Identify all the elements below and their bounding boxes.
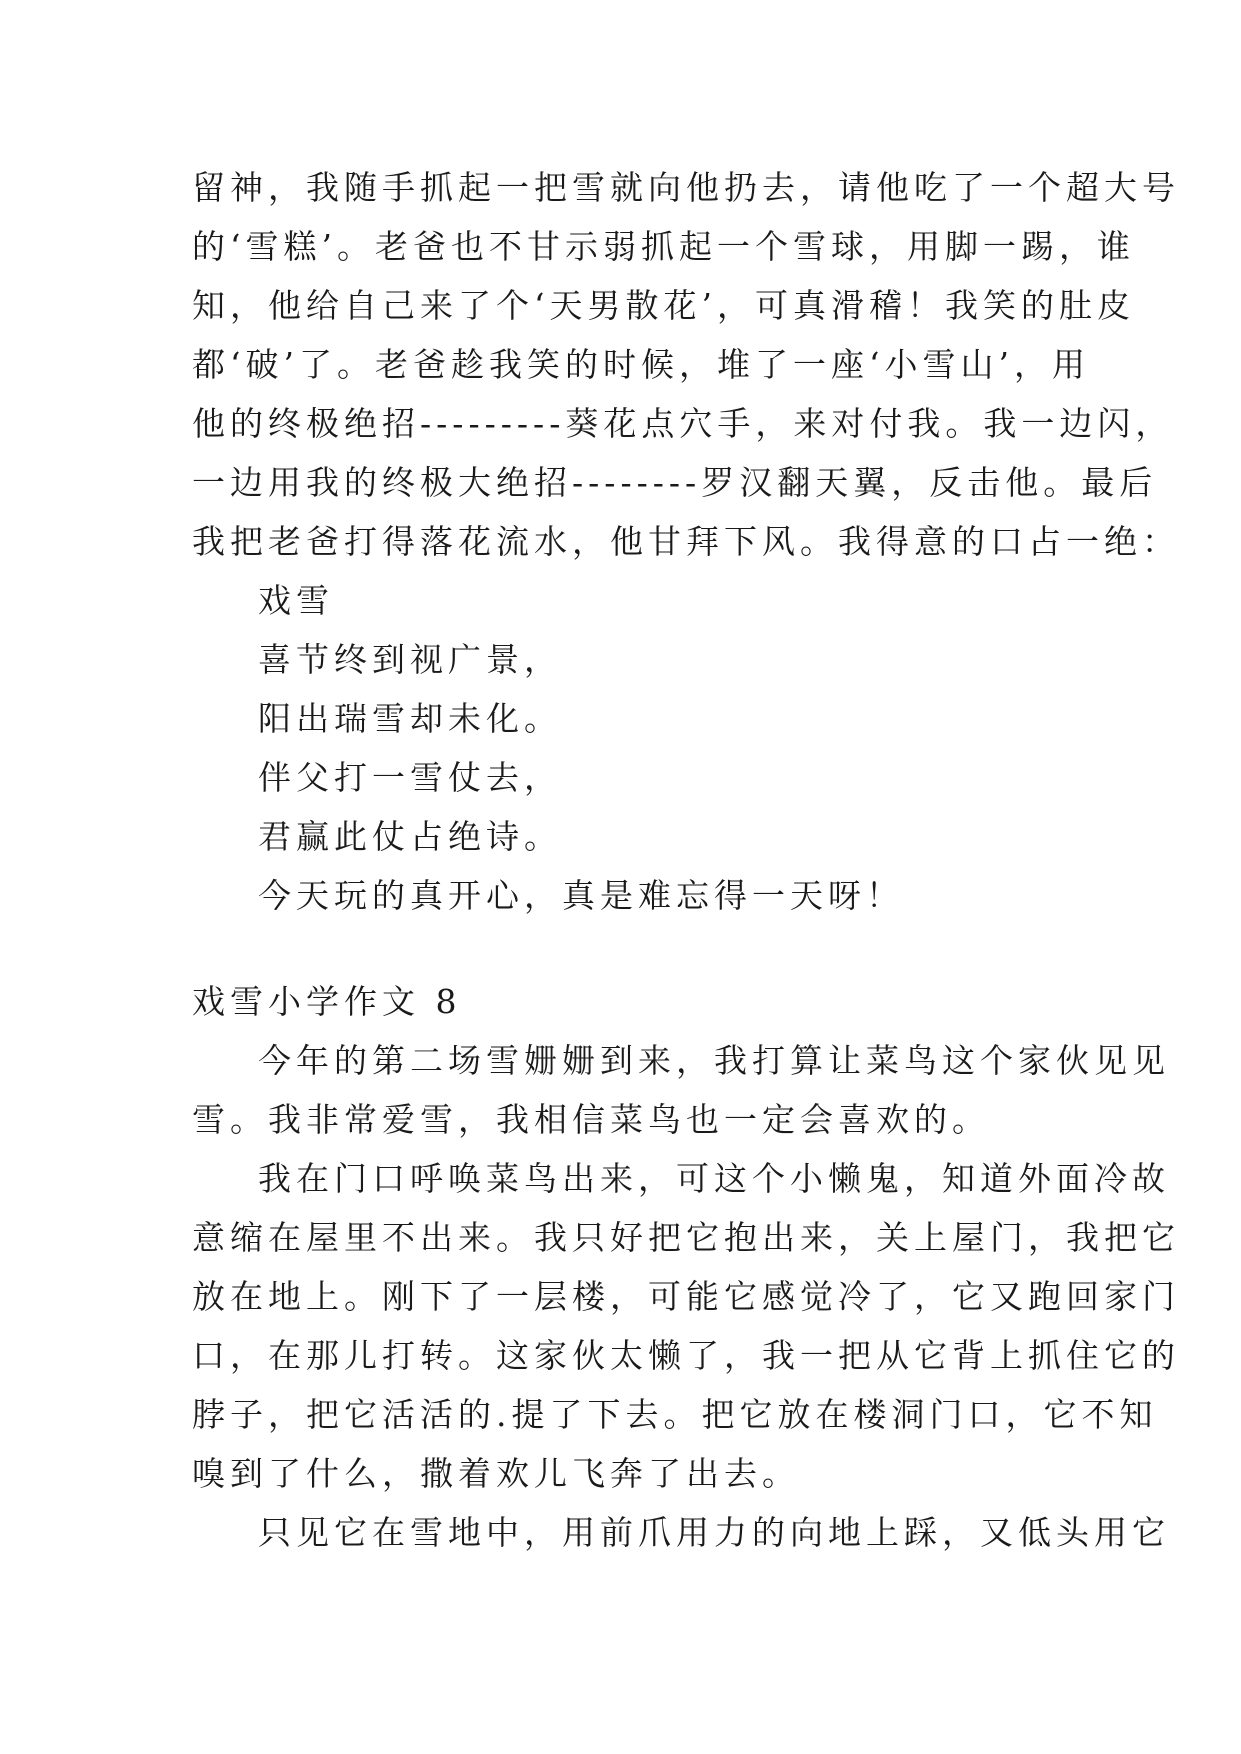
text-line: 一边用我的终极大绝招--------罗汉翻天翼，反击他。最后 — [192, 463, 1158, 502]
text-line: 脖子，把它活活的.提了下去。把它放在楼洞门口，它不知 — [192, 1395, 1158, 1434]
poem-line: 君赢此仗占绝诗。 — [258, 817, 562, 856]
text-line: 他的终极绝招---------葵花点穴手，来对付我。我一边闪， — [192, 404, 1174, 443]
poem-line: 阳出瑞雪却未化。 — [258, 699, 562, 738]
text-line: 口，在那儿打转。这家伙太懒了，我一把从它背上抓住它的 — [192, 1336, 1180, 1375]
text-line: 我把老爸打得落花流水，他甘拜下风。我得意的口占一绝： — [192, 522, 1180, 561]
text-line: 雪。我非常爱雪，我相信菜鸟也一定会喜欢的。 — [192, 1100, 990, 1139]
essay-title: 戏雪小学作文 8 — [192, 982, 462, 1021]
text-line: 今年的第二场雪姗姗到来，我打算让菜鸟这个家伙见见 — [258, 1041, 1170, 1080]
poem-line: 喜节终到视广景， — [258, 640, 562, 679]
text-line: 意缩在屋里不出来。我只好把它抱出来，关上屋门，我把它 — [192, 1218, 1180, 1257]
text-line: 只见它在雪地中，用前爪用力的向地上踩，又低头用它 — [258, 1513, 1170, 1552]
text-line: 都‘破’了。老爸趁我笑的时候，堆了一座‘小雪山’，用 — [192, 345, 1090, 384]
closing-line: 今天玩的真开心，真是难忘得一天呀！ — [258, 876, 904, 915]
text-line: 知，他给自己来了个‘天男散花’，可真滑稽！我笑的肚皮 — [192, 286, 1135, 325]
text-line: 留神，我随手抓起一把雪就向他扔去，请他吃了一个超大号 — [192, 168, 1180, 207]
text-line: 放在地上。刚下了一层楼，可能它感觉冷了，它又跑回家门 — [192, 1277, 1180, 1316]
text-line: 的‘雪糕’。老爸也不甘示弱抓起一个雪球，用脚一踢，谁 — [192, 227, 1135, 266]
poem-line: 伴父打一雪仗去， — [258, 758, 562, 797]
poem-title: 戏雪 — [258, 581, 334, 620]
text-line: 我在门口呼唤菜鸟出来，可这个小懒鬼，知道外面冷故 — [258, 1159, 1170, 1198]
text-line: 嗅到了什么，撒着欢儿飞奔了出去。 — [192, 1454, 800, 1493]
